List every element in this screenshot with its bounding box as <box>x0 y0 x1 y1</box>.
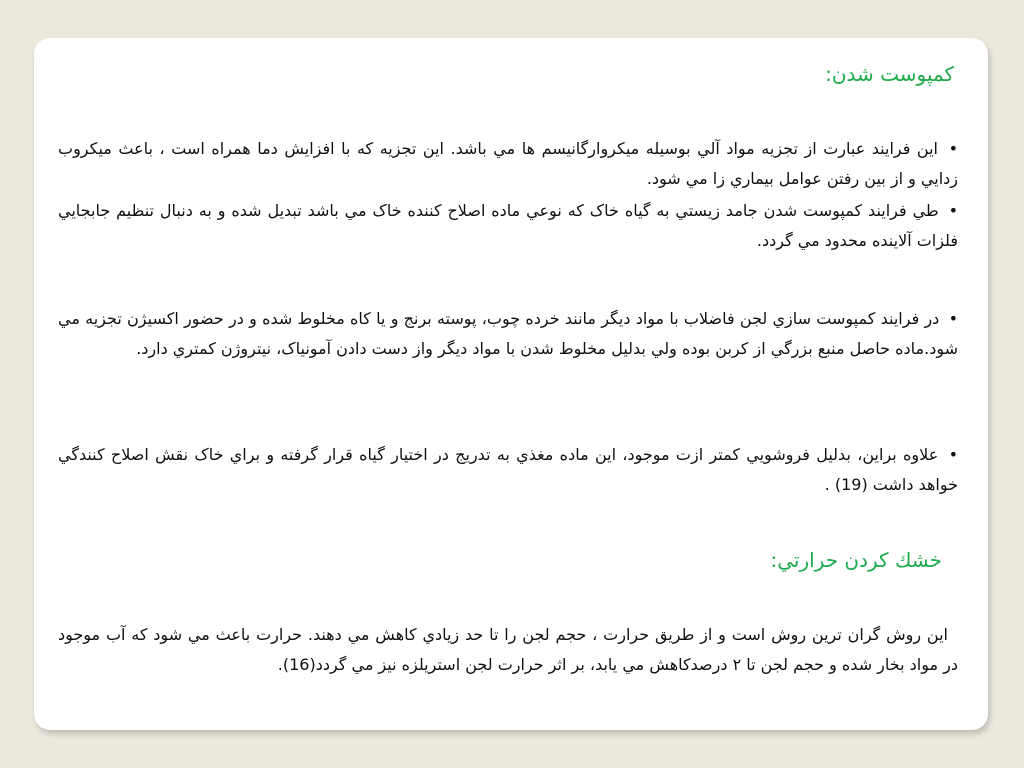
bullet-text: علاوه براين، بدليل فروشويي کمتر ازت موجود، اين ماده مغذي به تدريج در اختيار گياه قرار گرفته و براي خاک نقش اصلاح کنندگي خواهد داشت (19) . <box>58 445 958 494</box>
thermal-drying-paragraph <box>58 620 958 680</box>
bullet-paragraph <box>58 134 958 194</box>
paragraph-text: اين روش گران ترين روش است و از طريق حرارت ، حجم لجن را تا حد زيادي کاهش مي دهند. حرارت باعث مي شود که آب موجود در مواد بخار شده و حجم لجن تا ۲ درصدکاهش مي يابد، بر اثر حرارت لجن استريلزه نيز مي گردد(16). <box>58 625 958 674</box>
section-title-thermal-drying: خشك كردن حرارتي: <box>770 548 942 572</box>
bullet-text: اين فرايند عبارت از تجزيه مواد آلي بوسيله ميکروارگانيسم ها مي باشد. اين تجزيه که با افزايش دما همراه است ، باعث ميکروب زدايي و از بين رفتن عوامل بيماري زا مي شود. <box>58 139 958 188</box>
bullet-text: در فرايند کمپوست سازي لجن فاضلاب با مواد ديگر مانند خرده چوب، پوسته برنج و يا کاه مخلوط شده و در حضور اکسيژن تجزيه مي شود.ماده حاصل منبع بزرگي از کربن بوده ولي بدليل مخلوط شدن با مواد ديگر واز دست دادن آمونياک، نيتروژن کمتري دارد. <box>58 309 958 358</box>
bullet-icon: • <box>948 309 958 328</box>
bullet-paragraph <box>58 304 958 364</box>
bullet-icon: • <box>948 201 958 220</box>
slide-card <box>34 38 988 730</box>
bullet-icon: • <box>948 139 958 158</box>
bullet-paragraph <box>58 440 958 500</box>
bullet-text: طي فرايند کمپوست شدن جامد زيستي به گياه خاک که نوعي ماده اصلاح کننده خاک مي باشد تبديل شده و به دنبال تنظيم جابجايي فلزات آلاينده محدود مي گردد. <box>58 201 958 250</box>
bullet-paragraph <box>58 196 958 256</box>
slide-content <box>58 38 958 730</box>
bullet-icon: • <box>948 445 958 464</box>
section-title-composting: کمپوست شدن: <box>825 62 954 86</box>
